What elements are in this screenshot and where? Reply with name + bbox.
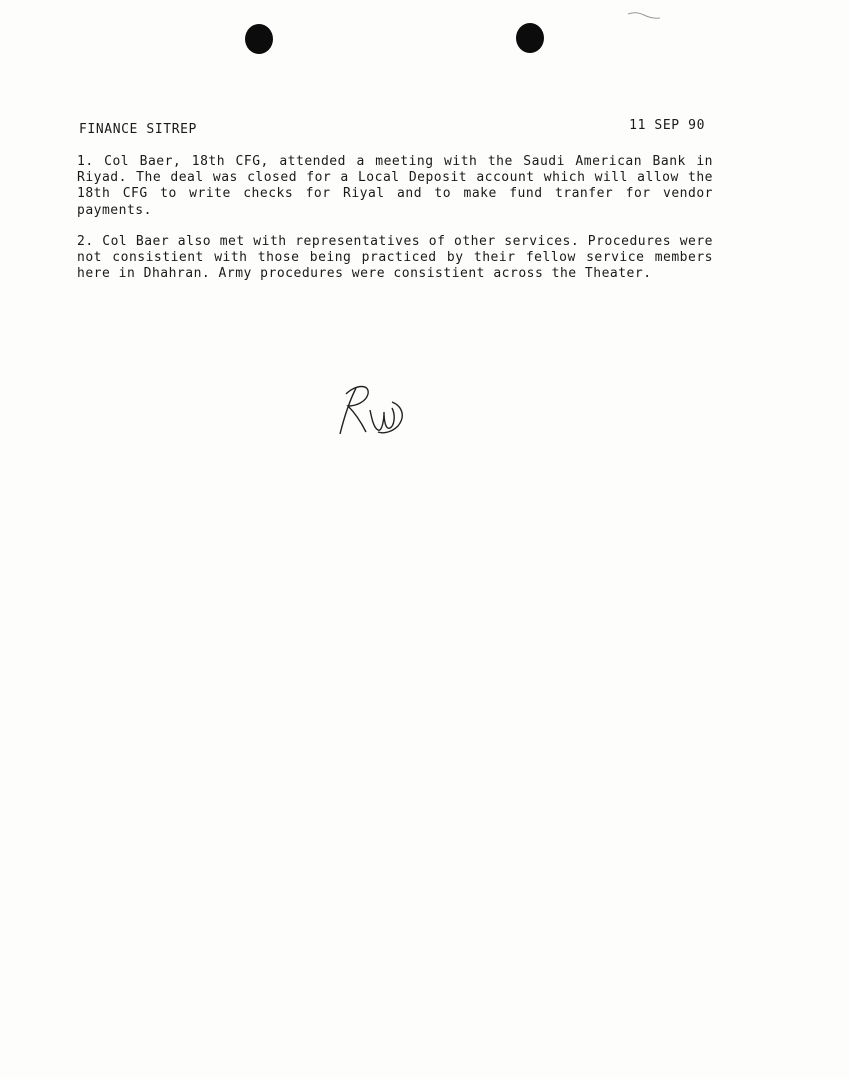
paragraph-2: 2. Col Baer also met with representatives of other services. Procedures were not consistient with those being practiced by their fellow service members here in Dhahran. Army procedures were consistient across the Theater. — [77, 234, 713, 282]
punch-hole-left — [245, 24, 273, 54]
handwritten-signature — [326, 380, 416, 440]
paragraph-1: 1. Col Baer, 18th CFG, attended a meeting with the Saudi American Bank in Riyad. The deal was closed for a Local Deposit account which will allow the 18th CFG to write checks for Riyal and to make fund tranfer for vendor payments. — [77, 154, 713, 218]
document-date: 11 SEP 90 — [629, 118, 705, 133]
punch-hole-right — [516, 23, 544, 53]
document-title: FINANCE SITREP — [79, 122, 197, 137]
scan-mark — [626, 10, 662, 22]
